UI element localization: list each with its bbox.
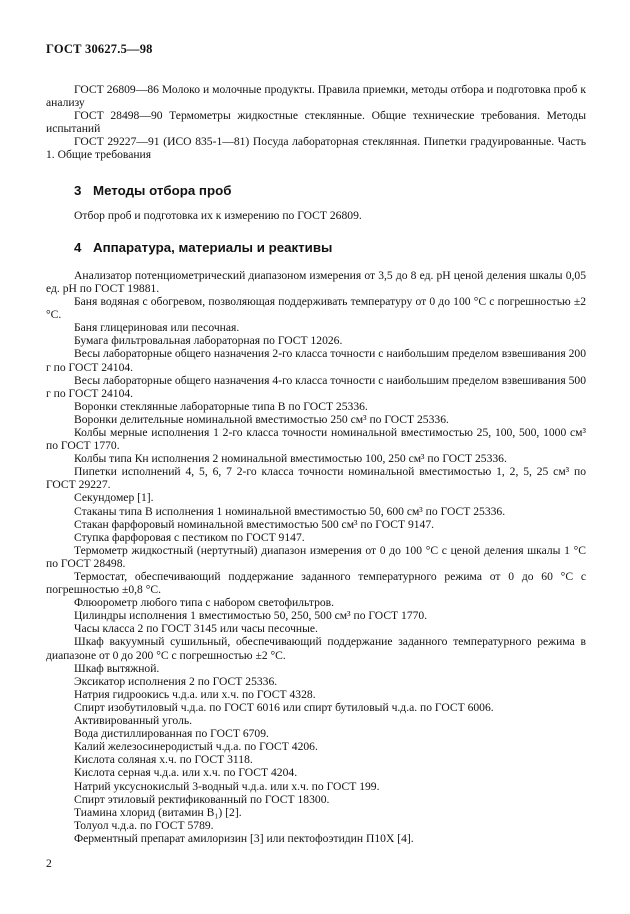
list-item: Воронки стеклянные лабораторные типа В по ГОСТ 25336. bbox=[74, 399, 368, 413]
list-item: Ферментный препарат амилоризин [3] или пектофоэтидин П10Х [4]. bbox=[74, 831, 414, 845]
list-item: Колбы мерные исполнения 1 2-го класса точности номинальной вместимостью 25, 100, 500, 1000 см³ по ГОСТ 1770. bbox=[46, 425, 586, 453]
equipment-list bbox=[46, 269, 586, 845]
list-item: Стакан фарфоровый номинальной вместимостью 500 см³ по ГОСТ 9147. bbox=[74, 517, 435, 531]
list-item: Натрий уксуснокислый 3-водный ч.д.а. или х.ч. по ГОСТ 199. bbox=[74, 779, 380, 793]
list-item: Шкаф вакуумный сушильный, обеспечивающий поддержание заданного температурного режима в диапазоне от 0 до 200 °С с погрешностью ±2 °С. bbox=[46, 635, 586, 662]
list-item: Колбы типа Кн исполнения 2 номинальной вместимостью 100, 250 см³ по ГОСТ 25336. bbox=[74, 452, 507, 466]
section-4-number: 4 bbox=[74, 239, 82, 255]
reference-gost-26809: ГОСТ 26809—86 Молоко и молочные продукты. Правила приемки, методы отбора и подготовка проб к анализу bbox=[46, 83, 586, 110]
list-item: Шкаф вытяжной. bbox=[74, 661, 160, 675]
section-3-text: Отбор проб и подготовка их к измерению по ГОСТ 26809. bbox=[74, 208, 362, 222]
list-item: Часы класса 2 по ГОСТ 3145 или часы песочные. bbox=[74, 622, 318, 636]
list-item: Натрия гидроокись ч.д.а. или х.ч. по ГОСТ 4328. bbox=[74, 687, 316, 701]
section-4-heading bbox=[46, 241, 586, 254]
list-item: Пипетки исполнений 4, 5, 6, 7 2-го класса точности номинальной вместимостью 1, 2, 5, 25 см³ по ГОСТ 29227. bbox=[46, 465, 586, 492]
list-item: Толуол ч.д.а. по ГОСТ 5789. bbox=[74, 818, 214, 832]
list-item: Бумага фильтровальная лабораторная по ГОСТ 12026. bbox=[74, 334, 343, 348]
page-number: 2 bbox=[46, 857, 52, 870]
list-item: Весы лабораторные общего назначения 4-го класса точности с наибольшим пределом взвешивания 500 г по ГОСТ 24104. bbox=[46, 373, 586, 400]
list-item: Флюорометр любого типа с набором светофильтров. bbox=[74, 596, 335, 610]
list-item: Цилиндры исполнения 1 вместимостью 50, 250, 500 см³ по ГОСТ 1770. bbox=[74, 609, 428, 623]
list-item: Калий железосинеродистый ч.д.а. по ГОСТ 4206. bbox=[74, 740, 318, 754]
list-item: Кислота серная ч.д.а. или х.ч. по ГОСТ 4204. bbox=[74, 766, 298, 780]
list-item: Тиамина хлорид (витамин В₁) [2]. bbox=[74, 805, 242, 819]
section-4-title: Аппаратура, материалы и реактивы bbox=[93, 239, 333, 255]
reference-gost-29227: ГОСТ 29227—91 (ИСО 835-1—81) Посуда лабораторная стеклянная. Пипетки градуированные. Часть 1. Общие требования bbox=[46, 135, 586, 162]
list-item: Воронки делительные номинальной вместимостью 250 см³ по ГОСТ 25336. bbox=[74, 412, 449, 426]
section-3-heading bbox=[46, 184, 586, 197]
list-item: Анализатор потенциометрический диапазоном измерения от 3,5 до 8 ед. рН ценой деления шкалы 0,05 ед. рН по ГОСТ 19881. bbox=[46, 268, 586, 295]
page-content bbox=[46, 83, 586, 845]
list-item: Ступка фарфоровая с пестиком по ГОСТ 9147. bbox=[74, 530, 305, 544]
list-item: Баня глицериновая или песочная. bbox=[74, 321, 240, 335]
list-item: Термометр жидкостный (нертутный) диапазон измерения от 0 до 100 °С с ценой деления шкалы 1 °С по ГОСТ 28498. bbox=[46, 543, 586, 570]
reference-gost-28498: ГОСТ 28498—90 Термометры жидкостные стеклянные. Общие технические требования. Методы испытаний bbox=[46, 109, 586, 136]
list-item: Баня водяная с обогревом, позволяющая поддерживать температуру от 0 до 100 °С с погрешностью ±2 °С. bbox=[46, 295, 586, 322]
list-item: Весы лабораторные общего назначения 2-го класса точности с наибольшим пределом взвешивания 200 г по ГОСТ 24104. bbox=[46, 347, 586, 374]
section-3-number: 3 bbox=[74, 182, 82, 198]
document-header: ГОСТ 30627.5—98 bbox=[46, 42, 153, 56]
list-item: Эксикатор исполнения 2 по ГОСТ 25336. bbox=[74, 674, 278, 688]
list-item: Термостат, обеспечивающий поддержание заданного температурного режима от 0 до 60 °С с погрешностью ±0,8 °С. bbox=[46, 570, 586, 597]
section-3-title: Методы отбора проб bbox=[93, 182, 232, 198]
list-item: Секундомер [1]. bbox=[74, 491, 154, 505]
list-item: Спирт этиловый ректификованный по ГОСТ 18300. bbox=[74, 792, 330, 806]
list-item: Кислота соляная х.ч. по ГОСТ 3118. bbox=[74, 753, 253, 767]
list-item: Спирт изобутиловый ч.д.а. по ГОСТ 6016 или спирт бутиловый ч.д.а. по ГОСТ 6006. bbox=[74, 700, 494, 714]
list-item: Стаканы типа В исполнения 1 номинальной вместимостью 50, 600 см³ по ГОСТ 25336. bbox=[74, 504, 506, 518]
list-item: Вода дистиллированная по ГОСТ 6709. bbox=[74, 727, 269, 741]
list-item: Активированный уголь. bbox=[74, 714, 193, 728]
